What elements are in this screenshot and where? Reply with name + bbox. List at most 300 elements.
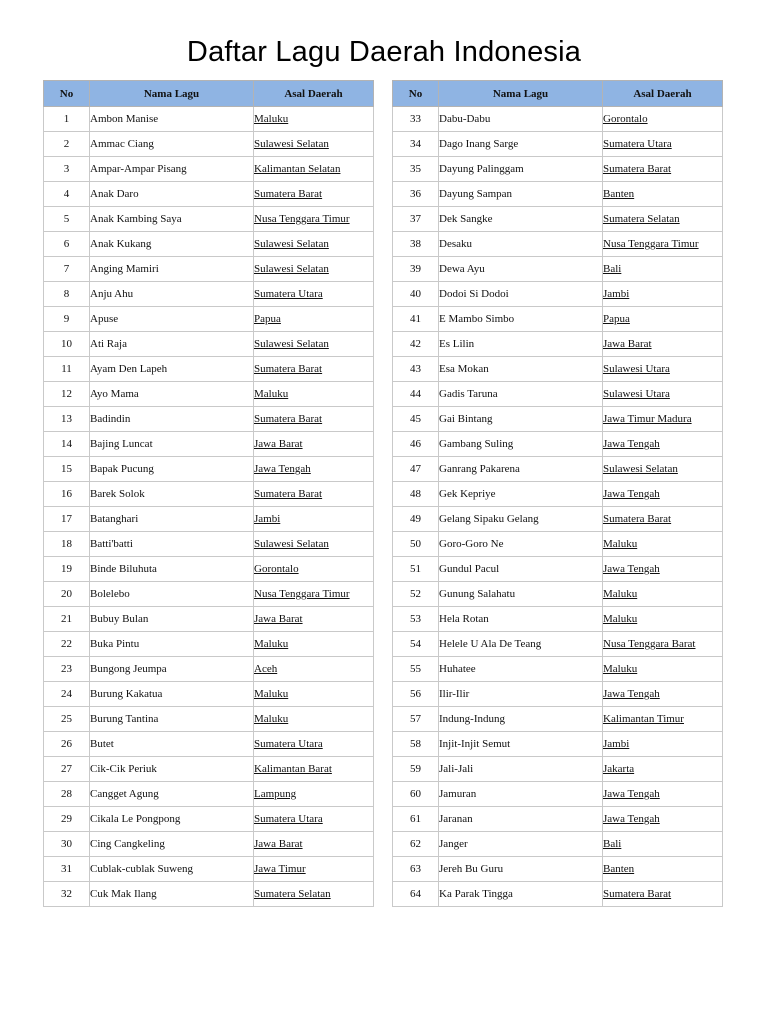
table-row bbox=[393, 832, 723, 857]
song-name: Cangget Agung bbox=[90, 782, 254, 807]
song-number: 43 bbox=[393, 357, 439, 382]
song-name: Dodoi Si Dodoi bbox=[439, 282, 603, 307]
song-region-link[interactable]: Maluku bbox=[603, 663, 638, 675]
song-region-link[interactable]: Jawa Barat bbox=[254, 438, 303, 450]
table-row bbox=[393, 657, 723, 682]
song-region-link[interactable]: Maluku bbox=[254, 638, 289, 650]
song-region-link[interactable]: Jawa Timur Madura bbox=[603, 413, 692, 425]
song-name: Ammac Ciang bbox=[90, 132, 254, 157]
song-region-link[interactable]: Jawa Tengah bbox=[603, 788, 660, 800]
song-table-right bbox=[392, 80, 723, 907]
table-row bbox=[393, 282, 723, 307]
song-region-link[interactable]: Sulawesi Utara bbox=[603, 363, 670, 375]
table-row bbox=[44, 607, 374, 632]
song-name: Ka Parak Tingga bbox=[439, 882, 603, 907]
song-number: 50 bbox=[393, 532, 439, 557]
song-name: Anju Ahu bbox=[90, 282, 254, 307]
table-row bbox=[393, 157, 723, 182]
song-number: 15 bbox=[44, 457, 90, 482]
song-number: 28 bbox=[44, 782, 90, 807]
song-region-cell bbox=[603, 132, 723, 157]
table-row bbox=[44, 682, 374, 707]
song-region-cell bbox=[254, 182, 374, 207]
song-region-link[interactable]: Bali bbox=[603, 838, 622, 850]
song-region-link[interactable]: Sumatera Barat bbox=[603, 163, 672, 175]
song-name: Gek Kepriye bbox=[439, 482, 603, 507]
song-name: Injit-Injit Semut bbox=[439, 732, 603, 757]
song-number: 37 bbox=[393, 207, 439, 232]
table-row bbox=[44, 582, 374, 607]
song-region-link[interactable]: Jambi bbox=[603, 738, 630, 750]
song-region-link[interactable]: Jawa Timur bbox=[254, 863, 306, 875]
table-row bbox=[393, 257, 723, 282]
song-region-link[interactable]: Papua bbox=[254, 313, 281, 325]
song-number: 19 bbox=[44, 557, 90, 582]
song-region-cell bbox=[254, 307, 374, 332]
table-row bbox=[44, 282, 374, 307]
song-name: Gadis Taruna bbox=[439, 382, 603, 407]
song-number: 45 bbox=[393, 407, 439, 432]
song-region-link[interactable]: Sulawesi Utara bbox=[603, 388, 670, 400]
song-name: Gambang Suling bbox=[439, 432, 603, 457]
song-number: 35 bbox=[393, 157, 439, 182]
table-row bbox=[393, 757, 723, 782]
song-name: Bungong Jeumpa bbox=[90, 657, 254, 682]
song-number: 8 bbox=[44, 282, 90, 307]
song-number: 31 bbox=[44, 857, 90, 882]
song-region-cell bbox=[254, 507, 374, 532]
song-region-cell bbox=[254, 332, 374, 357]
song-region-cell bbox=[254, 357, 374, 382]
song-region-link[interactable]: Sumatera Barat bbox=[254, 188, 323, 200]
song-region-cell bbox=[603, 382, 723, 407]
table-row bbox=[393, 132, 723, 157]
song-region-link[interactable]: Sulawesi Selatan bbox=[254, 238, 329, 250]
song-region-cell bbox=[254, 682, 374, 707]
song-number: 48 bbox=[393, 482, 439, 507]
song-region-link[interactable]: Sumatera Barat bbox=[603, 513, 672, 525]
song-region-link[interactable]: Sumatera Barat bbox=[254, 488, 323, 500]
song-table-left bbox=[43, 80, 374, 907]
table-row bbox=[393, 857, 723, 882]
song-region-link[interactable]: Sulawesi Selatan bbox=[254, 138, 329, 150]
song-region-cell bbox=[254, 107, 374, 132]
song-region-cell bbox=[254, 757, 374, 782]
song-name: Dabu-Dabu bbox=[439, 107, 603, 132]
song-number: 59 bbox=[393, 757, 439, 782]
song-number: 20 bbox=[44, 582, 90, 607]
song-region-link[interactable]: Nusa Tenggara Timur bbox=[254, 213, 350, 225]
table-row bbox=[44, 157, 374, 182]
song-region-cell bbox=[603, 282, 723, 307]
song-name: Ganrang Pakarena bbox=[439, 457, 603, 482]
song-name: Cuk Mak Ilang bbox=[90, 882, 254, 907]
song-region-cell bbox=[603, 632, 723, 657]
song-number: 30 bbox=[44, 832, 90, 857]
song-region-link[interactable]: Gorontalo bbox=[254, 563, 299, 575]
song-name: Badindin bbox=[90, 407, 254, 432]
song-region-link[interactable]: Sumatera Barat bbox=[603, 888, 672, 900]
song-number: 32 bbox=[44, 882, 90, 907]
song-region-link[interactable]: Papua bbox=[603, 313, 630, 325]
song-name: Cik-Cik Periuk bbox=[90, 757, 254, 782]
song-region-cell bbox=[254, 257, 374, 282]
song-name: Binde Biluhuta bbox=[90, 557, 254, 582]
song-region-link[interactable]: Kalimantan Barat bbox=[254, 763, 332, 775]
table-row bbox=[393, 457, 723, 482]
song-region-link[interactable]: Gorontalo bbox=[603, 113, 648, 125]
song-region-link[interactable]: Maluku bbox=[603, 613, 638, 625]
song-number: 52 bbox=[393, 582, 439, 607]
song-region-cell bbox=[254, 432, 374, 457]
header-song-name: Nama Lagu bbox=[439, 81, 603, 107]
song-name: Gundul Pacul bbox=[439, 557, 603, 582]
song-name: Dewa Ayu bbox=[439, 257, 603, 282]
song-name: Dayung Sampan bbox=[439, 182, 603, 207]
song-region-link[interactable]: Jambi bbox=[603, 288, 630, 300]
song-region-link[interactable]: Jawa Tengah bbox=[603, 488, 660, 500]
table-row bbox=[393, 557, 723, 582]
table-row bbox=[393, 107, 723, 132]
song-region-cell bbox=[254, 557, 374, 582]
song-name: Cikala Le Pongpong bbox=[90, 807, 254, 832]
song-region-cell bbox=[254, 607, 374, 632]
song-rows-left bbox=[44, 107, 374, 907]
song-region-cell bbox=[254, 707, 374, 732]
song-region-cell bbox=[603, 657, 723, 682]
song-name: Anak Kambing Saya bbox=[90, 207, 254, 232]
song-number: 60 bbox=[393, 782, 439, 807]
song-name: Desaku bbox=[439, 232, 603, 257]
song-name: Anging Mamiri bbox=[90, 257, 254, 282]
song-region-cell bbox=[254, 657, 374, 682]
song-region-cell bbox=[254, 632, 374, 657]
song-name: Ambon Manise bbox=[90, 107, 254, 132]
table-row bbox=[393, 382, 723, 407]
table-row bbox=[44, 507, 374, 532]
song-number: 39 bbox=[393, 257, 439, 282]
table-row bbox=[393, 432, 723, 457]
song-region-link[interactable]: Sumatera Selatan bbox=[254, 888, 331, 900]
song-name: Anak Kukang bbox=[90, 232, 254, 257]
song-number: 49 bbox=[393, 507, 439, 532]
song-number: 55 bbox=[393, 657, 439, 682]
table-row bbox=[44, 357, 374, 382]
song-region-link[interactable]: Jawa Tengah bbox=[254, 463, 311, 475]
song-region-cell bbox=[603, 832, 723, 857]
song-name: Janger bbox=[439, 832, 603, 857]
song-number: 25 bbox=[44, 707, 90, 732]
table-row bbox=[44, 432, 374, 457]
song-name: Cing Cangkeling bbox=[90, 832, 254, 857]
song-region-link[interactable]: Sumatera Utara bbox=[254, 813, 323, 825]
table-row bbox=[393, 307, 723, 332]
song-number: 9 bbox=[44, 307, 90, 332]
song-region-cell bbox=[254, 407, 374, 432]
song-region-cell bbox=[254, 282, 374, 307]
song-region-cell bbox=[603, 182, 723, 207]
song-number: 22 bbox=[44, 632, 90, 657]
song-region-cell bbox=[603, 557, 723, 582]
song-region-cell bbox=[603, 107, 723, 132]
song-region-link[interactable]: Sulawesi Selatan bbox=[254, 538, 329, 550]
table-header-row bbox=[44, 81, 374, 107]
song-number: 42 bbox=[393, 332, 439, 357]
song-number: 24 bbox=[44, 682, 90, 707]
song-region-cell bbox=[603, 207, 723, 232]
song-region-link[interactable]: Bali bbox=[603, 263, 622, 275]
song-region-cell bbox=[603, 532, 723, 557]
song-region-cell bbox=[603, 807, 723, 832]
song-number: 27 bbox=[44, 757, 90, 782]
song-name: Helele U Ala De Teang bbox=[439, 632, 603, 657]
table-row bbox=[393, 232, 723, 257]
song-region-cell bbox=[603, 432, 723, 457]
song-region-link[interactable]: Sumatera Utara bbox=[254, 288, 323, 300]
song-region-link[interactable]: Sulawesi Selatan bbox=[254, 338, 329, 350]
song-region-link[interactable]: Jambi bbox=[254, 513, 281, 525]
song-region-cell bbox=[603, 707, 723, 732]
song-name: Dayung Palinggam bbox=[439, 157, 603, 182]
song-region-cell bbox=[603, 307, 723, 332]
header-no: No bbox=[393, 81, 439, 107]
song-name: Esa Mokan bbox=[439, 357, 603, 382]
song-region-link[interactable]: Jawa Tengah bbox=[603, 438, 660, 450]
song-region-link[interactable]: Maluku bbox=[603, 538, 638, 550]
song-number: 56 bbox=[393, 682, 439, 707]
table-row bbox=[393, 182, 723, 207]
song-name: Ati Raja bbox=[90, 332, 254, 357]
song-region-cell bbox=[603, 507, 723, 532]
table-row bbox=[44, 632, 374, 657]
song-region-cell bbox=[603, 757, 723, 782]
song-region-cell bbox=[603, 857, 723, 882]
song-name: Buka Pintu bbox=[90, 632, 254, 657]
table-row bbox=[393, 357, 723, 382]
table-row bbox=[44, 257, 374, 282]
table-row bbox=[44, 782, 374, 807]
song-name: Gai Bintang bbox=[439, 407, 603, 432]
song-region-link[interactable]: Sumatera Barat bbox=[254, 413, 323, 425]
song-number: 38 bbox=[393, 232, 439, 257]
song-region-link[interactable]: Nusa Tenggara Timur bbox=[603, 238, 699, 250]
song-region-cell bbox=[254, 132, 374, 157]
song-number: 5 bbox=[44, 207, 90, 232]
song-name: Goro-Goro Ne bbox=[439, 532, 603, 557]
table-row bbox=[44, 232, 374, 257]
song-name: E Mambo Simbo bbox=[439, 307, 603, 332]
song-region-link[interactable]: Sumatera Selatan bbox=[603, 213, 680, 225]
song-region-cell bbox=[254, 532, 374, 557]
song-name: Jaranan bbox=[439, 807, 603, 832]
song-region-link[interactable]: Maluku bbox=[603, 588, 638, 600]
song-region-link[interactable]: Maluku bbox=[254, 688, 289, 700]
table-row bbox=[393, 682, 723, 707]
table-row bbox=[393, 507, 723, 532]
table-row bbox=[393, 707, 723, 732]
song-name: Burung Kakatua bbox=[90, 682, 254, 707]
table-row bbox=[44, 557, 374, 582]
song-region-cell bbox=[254, 732, 374, 757]
song-number: 57 bbox=[393, 707, 439, 732]
header-region: Asal Daerah bbox=[603, 81, 723, 107]
song-name: Barek Solok bbox=[90, 482, 254, 507]
song-region-link[interactable]: Jawa Tengah bbox=[603, 813, 660, 825]
song-number: 1 bbox=[44, 107, 90, 132]
song-region-link[interactable]: Maluku bbox=[254, 713, 289, 725]
song-region-link[interactable]: Jawa Tengah bbox=[603, 688, 660, 700]
song-name: Anak Daro bbox=[90, 182, 254, 207]
song-region-link[interactable]: Maluku bbox=[254, 113, 289, 125]
song-region-cell bbox=[254, 382, 374, 407]
song-number: 51 bbox=[393, 557, 439, 582]
song-name: Jali-Jali bbox=[439, 757, 603, 782]
table-row bbox=[44, 332, 374, 357]
song-number: 2 bbox=[44, 132, 90, 157]
song-region-cell bbox=[603, 732, 723, 757]
song-number: 11 bbox=[44, 357, 90, 382]
song-number: 61 bbox=[393, 807, 439, 832]
table-row bbox=[393, 207, 723, 232]
table-row bbox=[44, 707, 374, 732]
table-row bbox=[393, 532, 723, 557]
song-region-link[interactable]: Kalimantan Timur bbox=[603, 713, 684, 725]
song-region-cell bbox=[254, 882, 374, 907]
table-row bbox=[393, 807, 723, 832]
song-region-cell bbox=[254, 782, 374, 807]
song-region-link[interactable]: Jawa Barat bbox=[254, 613, 303, 625]
table-header-row bbox=[393, 81, 723, 107]
song-number: 16 bbox=[44, 482, 90, 507]
song-number: 46 bbox=[393, 432, 439, 457]
song-region-cell bbox=[603, 582, 723, 607]
table-row bbox=[393, 782, 723, 807]
song-number: 40 bbox=[393, 282, 439, 307]
song-region-link[interactable]: Banten bbox=[603, 863, 635, 875]
song-region-cell bbox=[603, 407, 723, 432]
table-row bbox=[393, 407, 723, 432]
table-row bbox=[393, 732, 723, 757]
song-region-link[interactable]: Jawa Barat bbox=[603, 338, 652, 350]
header-no: No bbox=[44, 81, 90, 107]
song-region-link[interactable]: Sulawesi Selatan bbox=[254, 263, 329, 275]
song-region-link[interactable]: Aceh bbox=[254, 663, 278, 675]
song-region-cell bbox=[254, 207, 374, 232]
table-row bbox=[44, 732, 374, 757]
song-name: Huhatee bbox=[439, 657, 603, 682]
song-region-cell bbox=[603, 457, 723, 482]
song-region-cell bbox=[254, 582, 374, 607]
song-name: Ampar-Ampar Pisang bbox=[90, 157, 254, 182]
table-row bbox=[44, 832, 374, 857]
table-row bbox=[44, 482, 374, 507]
song-name: Bolelebo bbox=[90, 582, 254, 607]
table-row bbox=[393, 332, 723, 357]
song-region-link[interactable]: Jawa Barat bbox=[254, 838, 303, 850]
table-row bbox=[44, 207, 374, 232]
song-number: 6 bbox=[44, 232, 90, 257]
page-title: Daftar Lagu Daerah Indonesia bbox=[186, 36, 582, 68]
song-region-cell bbox=[603, 607, 723, 632]
song-number: 4 bbox=[44, 182, 90, 207]
song-region-cell bbox=[254, 482, 374, 507]
song-number: 18 bbox=[44, 532, 90, 557]
song-name: Butet bbox=[90, 732, 254, 757]
song-name: Indung-Indung bbox=[439, 707, 603, 732]
song-region-link[interactable]: Nusa Tenggara Barat bbox=[603, 638, 696, 650]
header-song-name: Nama Lagu bbox=[90, 81, 254, 107]
table-row bbox=[44, 407, 374, 432]
song-name: Gunung Salahatu bbox=[439, 582, 603, 607]
song-number: 54 bbox=[393, 632, 439, 657]
song-region-link[interactable]: Jawa Tengah bbox=[603, 563, 660, 575]
song-region-cell bbox=[254, 807, 374, 832]
song-region-link[interactable]: Nusa Tenggara Timur bbox=[254, 588, 350, 600]
song-number: 26 bbox=[44, 732, 90, 757]
table-row bbox=[44, 657, 374, 682]
song-region-cell bbox=[603, 157, 723, 182]
song-name: Jereh Bu Guru bbox=[439, 857, 603, 882]
song-name: Jamuran bbox=[439, 782, 603, 807]
song-number: 23 bbox=[44, 657, 90, 682]
song-name: Dago Inang Sarge bbox=[439, 132, 603, 157]
song-region-link[interactable]: Maluku bbox=[254, 388, 289, 400]
table-row bbox=[44, 532, 374, 557]
song-region-cell bbox=[603, 232, 723, 257]
table-row bbox=[44, 882, 374, 907]
song-region-link[interactable]: Sumatera Utara bbox=[254, 738, 323, 750]
table-row bbox=[393, 482, 723, 507]
table-row bbox=[44, 457, 374, 482]
song-number: 33 bbox=[393, 107, 439, 132]
table-row bbox=[44, 382, 374, 407]
song-region-link[interactable]: Lampung bbox=[254, 788, 297, 800]
song-number: 3 bbox=[44, 157, 90, 182]
table-row bbox=[393, 607, 723, 632]
song-region-cell bbox=[254, 157, 374, 182]
song-region-cell bbox=[254, 832, 374, 857]
table-row bbox=[44, 807, 374, 832]
song-name: Dek Sangke bbox=[439, 207, 603, 232]
song-region-cell bbox=[603, 357, 723, 382]
song-name: Bapak Pucung bbox=[90, 457, 254, 482]
song-number: 10 bbox=[44, 332, 90, 357]
table-row bbox=[44, 107, 374, 132]
song-region-link[interactable]: Sumatera Barat bbox=[254, 363, 323, 375]
song-region-link[interactable]: Jakarta bbox=[603, 763, 635, 775]
song-number: 58 bbox=[393, 732, 439, 757]
song-region-link[interactable]: Sumatera Utara bbox=[603, 138, 672, 150]
song-region-link[interactable]: Sulawesi Selatan bbox=[603, 463, 678, 475]
song-number: 14 bbox=[44, 432, 90, 457]
song-region-link[interactable]: Kalimantan Selatan bbox=[254, 163, 341, 175]
table-row bbox=[44, 307, 374, 332]
song-region-cell bbox=[254, 232, 374, 257]
song-region-link[interactable]: Banten bbox=[603, 188, 635, 200]
song-region-cell bbox=[603, 332, 723, 357]
song-number: 13 bbox=[44, 407, 90, 432]
song-region-cell bbox=[603, 882, 723, 907]
song-name: Hela Rotan bbox=[439, 607, 603, 632]
song-number: 17 bbox=[44, 507, 90, 532]
song-region-cell bbox=[603, 782, 723, 807]
song-name: Ilir-Ilir bbox=[439, 682, 603, 707]
song-region-cell bbox=[603, 482, 723, 507]
song-number: 12 bbox=[44, 382, 90, 407]
song-name: Burung Tantina bbox=[90, 707, 254, 732]
song-number: 44 bbox=[393, 382, 439, 407]
song-number: 41 bbox=[393, 307, 439, 332]
